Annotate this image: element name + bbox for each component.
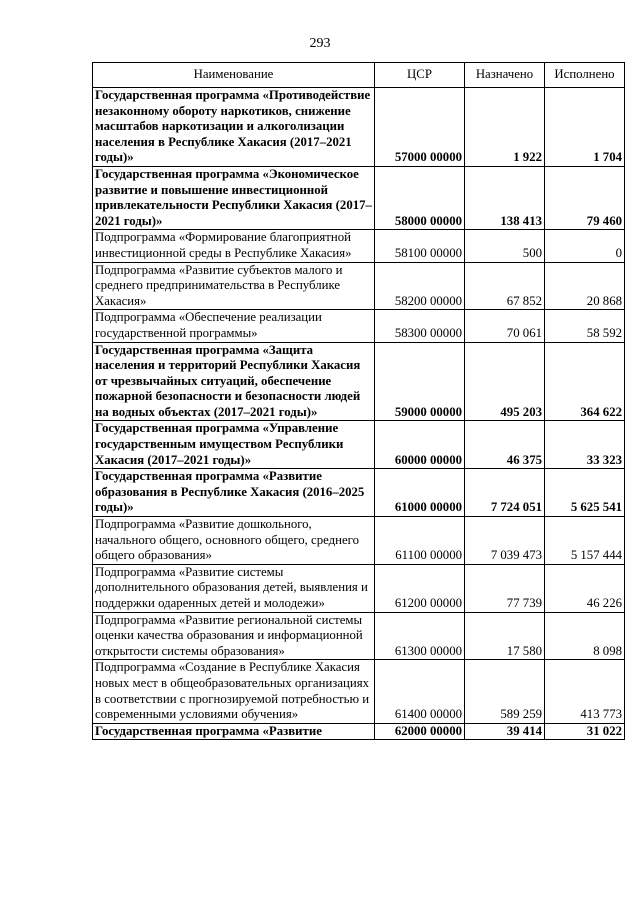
subprogram-row <box>93 262 625 310</box>
header-csr: ЦСР <box>375 63 465 88</box>
row-name-cell: Государственная программа «Развитие <box>93 723 375 740</box>
subprogram-row <box>93 517 625 565</box>
row-executed-cell: 46 226 <box>545 564 625 612</box>
row-name-cell: Подпрограмма «Развитие субъектов малого и среднего предпринимательства в Республике Хакасия» <box>93 262 375 310</box>
table-body <box>93 88 625 740</box>
row-executed-cell: 1 704 <box>545 88 625 167</box>
page-number: 293 <box>309 36 331 51</box>
row-csr-cell: 61300 00000 <box>375 612 465 660</box>
header-executed: Исполнено <box>545 63 625 88</box>
row-executed-cell: 79 460 <box>545 166 625 229</box>
row-csr-cell: 58300 00000 <box>375 310 465 342</box>
row-executed-cell: 31 022 <box>545 723 625 740</box>
row-csr-cell: 61200 00000 <box>375 564 465 612</box>
table-header-row <box>93 63 625 88</box>
row-name-cell: Государственная программа «Развитие образования в Республике Хакасия (2016–2025 годы)» <box>93 469 375 517</box>
row-csr-cell: 58100 00000 <box>375 230 465 262</box>
program-row <box>93 723 625 740</box>
row-name-cell: Государственная программа «Противодействие незаконному обороту наркотиков, снижение масштабов наркотизации и алкоголизации населения в Республике Хакасия (2017–2021 годы)» <box>93 88 375 167</box>
program-row <box>93 469 625 517</box>
row-executed-cell: 364 622 <box>545 342 625 421</box>
row-name-cell: Государственная программа «Защита населения и территорий Республики Хакасия от чрезвычайных ситуаций, обеспечение пожарной безопасности и безопасности людей на водных объектах (2017–2021 годы)» <box>93 342 375 421</box>
row-executed-cell: 5 625 541 <box>545 469 625 517</box>
row-executed-cell: 5 157 444 <box>545 517 625 565</box>
row-name-cell: Подпрограмма «Формирование благоприятной инвестиционной среды в Республике Хакасия» <box>93 230 375 262</box>
row-csr-cell: 58200 00000 <box>375 262 465 310</box>
row-csr-cell: 59000 00000 <box>375 342 465 421</box>
row-assigned-cell: 7 724 051 <box>465 469 545 517</box>
program-row <box>93 166 625 229</box>
subprogram-row <box>93 230 625 262</box>
row-csr-cell: 61100 00000 <box>375 517 465 565</box>
program-row <box>93 342 625 421</box>
row-executed-cell: 0 <box>545 230 625 262</box>
budget-execution-table <box>92 62 625 740</box>
row-csr-cell: 57000 00000 <box>375 88 465 167</box>
row-name-cell: Подпрограмма «Развитие региональной системы оценки качества образования и информационной открытости системы образования» <box>93 612 375 660</box>
row-executed-cell: 33 323 <box>545 421 625 469</box>
row-name-cell: Государственная программа «Управление государственным имуществом Республики Хакасия (2017–2021 годы)» <box>93 421 375 469</box>
row-assigned-cell: 1 922 <box>465 88 545 167</box>
program-row <box>93 421 625 469</box>
row-executed-cell: 20 868 <box>545 262 625 310</box>
subprogram-row <box>93 612 625 660</box>
row-name-cell: Подпрограмма «Развитие системы дополнительного образования детей, выявления и поддержки одаренных детей и молодежи» <box>93 564 375 612</box>
row-name-cell: Подпрограмма «Развитие дошкольного, начального общего, основного общего, среднего общего образования» <box>93 517 375 565</box>
row-assigned-cell: 495 203 <box>465 342 545 421</box>
row-assigned-cell: 138 413 <box>465 166 545 229</box>
row-assigned-cell: 70 061 <box>465 310 545 342</box>
subprogram-row <box>93 660 625 723</box>
row-assigned-cell: 39 414 <box>465 723 545 740</box>
subprogram-row <box>93 564 625 612</box>
row-csr-cell: 60000 00000 <box>375 421 465 469</box>
row-name-cell: Подпрограмма «Создание в Республике Хакасия новых мест в общеобразовательных организациях в соответствии с прогнозируемой потребностью и современными условиями обучения» <box>93 660 375 723</box>
row-assigned-cell: 67 852 <box>465 262 545 310</box>
row-executed-cell: 8 098 <box>545 612 625 660</box>
header-assigned: Назначено <box>465 63 545 88</box>
row-executed-cell: 58 592 <box>545 310 625 342</box>
row-csr-cell: 58000 00000 <box>375 166 465 229</box>
row-assigned-cell: 589 259 <box>465 660 545 723</box>
row-assigned-cell: 77 739 <box>465 564 545 612</box>
row-name-cell: Подпрограмма «Обеспечение реализации государственной программы» <box>93 310 375 342</box>
row-assigned-cell: 7 039 473 <box>465 517 545 565</box>
header-name: Наименование <box>93 63 375 88</box>
row-assigned-cell: 46 375 <box>465 421 545 469</box>
row-assigned-cell: 17 580 <box>465 612 545 660</box>
row-executed-cell: 413 773 <box>545 660 625 723</box>
row-csr-cell: 61400 00000 <box>375 660 465 723</box>
program-row <box>93 88 625 167</box>
row-csr-cell: 62000 00000 <box>375 723 465 740</box>
row-assigned-cell: 500 <box>465 230 545 262</box>
row-csr-cell: 61000 00000 <box>375 469 465 517</box>
subprogram-row <box>93 310 625 342</box>
row-name-cell: Государственная программа «Экономическое развитие и повышение инвестиционной привлекательности Республики Хакасия (2017–2021 годы)» <box>93 166 375 229</box>
